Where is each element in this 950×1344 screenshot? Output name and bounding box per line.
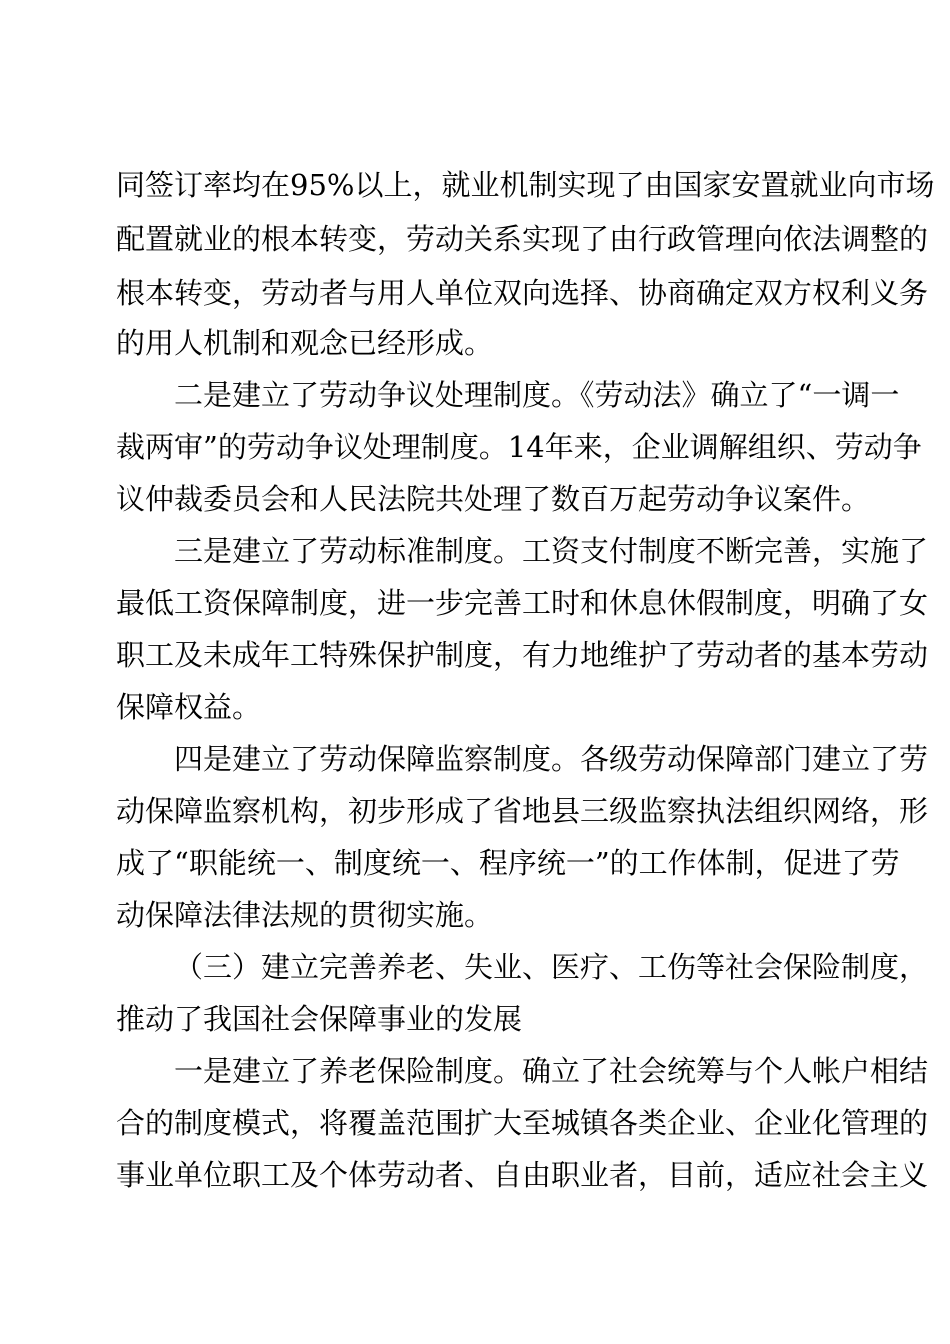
text-line: 事业单位职工及个体劳动者、自由职业者，目前，适应社会主义 bbox=[116, 1158, 929, 1192]
text-line: 合的制度模式，将覆盖范围扩大至城镇各类企业、企业化管理的 bbox=[116, 1106, 929, 1140]
text-line: 的用人机制和观念已经形成。 bbox=[116, 326, 494, 360]
text-line: 保障权益。 bbox=[116, 690, 262, 724]
text-line: 根本转变，劳动者与用人单位双向选择、协商确定双方权利义务 bbox=[116, 276, 929, 310]
text-line: 职工及未成年工特殊保护制度，有力地维护了劳动者的基本劳动 bbox=[116, 638, 929, 672]
text-line: 议仲裁委员会和人民法院共处理了数百万起劳动争议案件。 bbox=[116, 482, 871, 516]
text-line: 二是建立了劳动争议处理制度。《劳动法》确立了“一调一 bbox=[174, 378, 900, 412]
text-line: 动保障法律法规的贯彻实施。 bbox=[116, 898, 494, 932]
text-line: 同签订率均在95%以上，就业机制实现了由国家安置就业向市场 bbox=[116, 168, 935, 202]
text-line: 一是建立了养老保险制度。确立了社会统筹与个人帐户相结 bbox=[174, 1054, 929, 1088]
text-line: 动保障监察机构，初步形成了省地县三级监察执法组织网络，形 bbox=[116, 794, 929, 828]
text-line: 三是建立了劳动标准制度。工资支付制度不断完善，实施了 bbox=[174, 534, 929, 568]
text-line: 配置就业的根本转变，劳动关系实现了由行政管理向依法调整的 bbox=[116, 222, 929, 256]
text-line: 成了“职能统一、制度统一、程序统一”的工作体制，促进了劳 bbox=[116, 846, 900, 880]
text-line: 最低工资保障制度，进一步完善工时和休息休假制度，明确了女 bbox=[116, 586, 929, 620]
text-line: 裁两审”的劳动争议处理制度。14年来，企业调解组织、劳动争 bbox=[116, 430, 922, 464]
section-heading-continued: 推动了我国社会保障事业的发展 bbox=[116, 1002, 523, 1036]
section-heading: （三）建立完善养老、失业、医疗、工伤等社会保险制度， bbox=[174, 950, 929, 984]
text-line: 四是建立了劳动保障监察制度。各级劳动保障部门建立了劳 bbox=[174, 742, 929, 776]
